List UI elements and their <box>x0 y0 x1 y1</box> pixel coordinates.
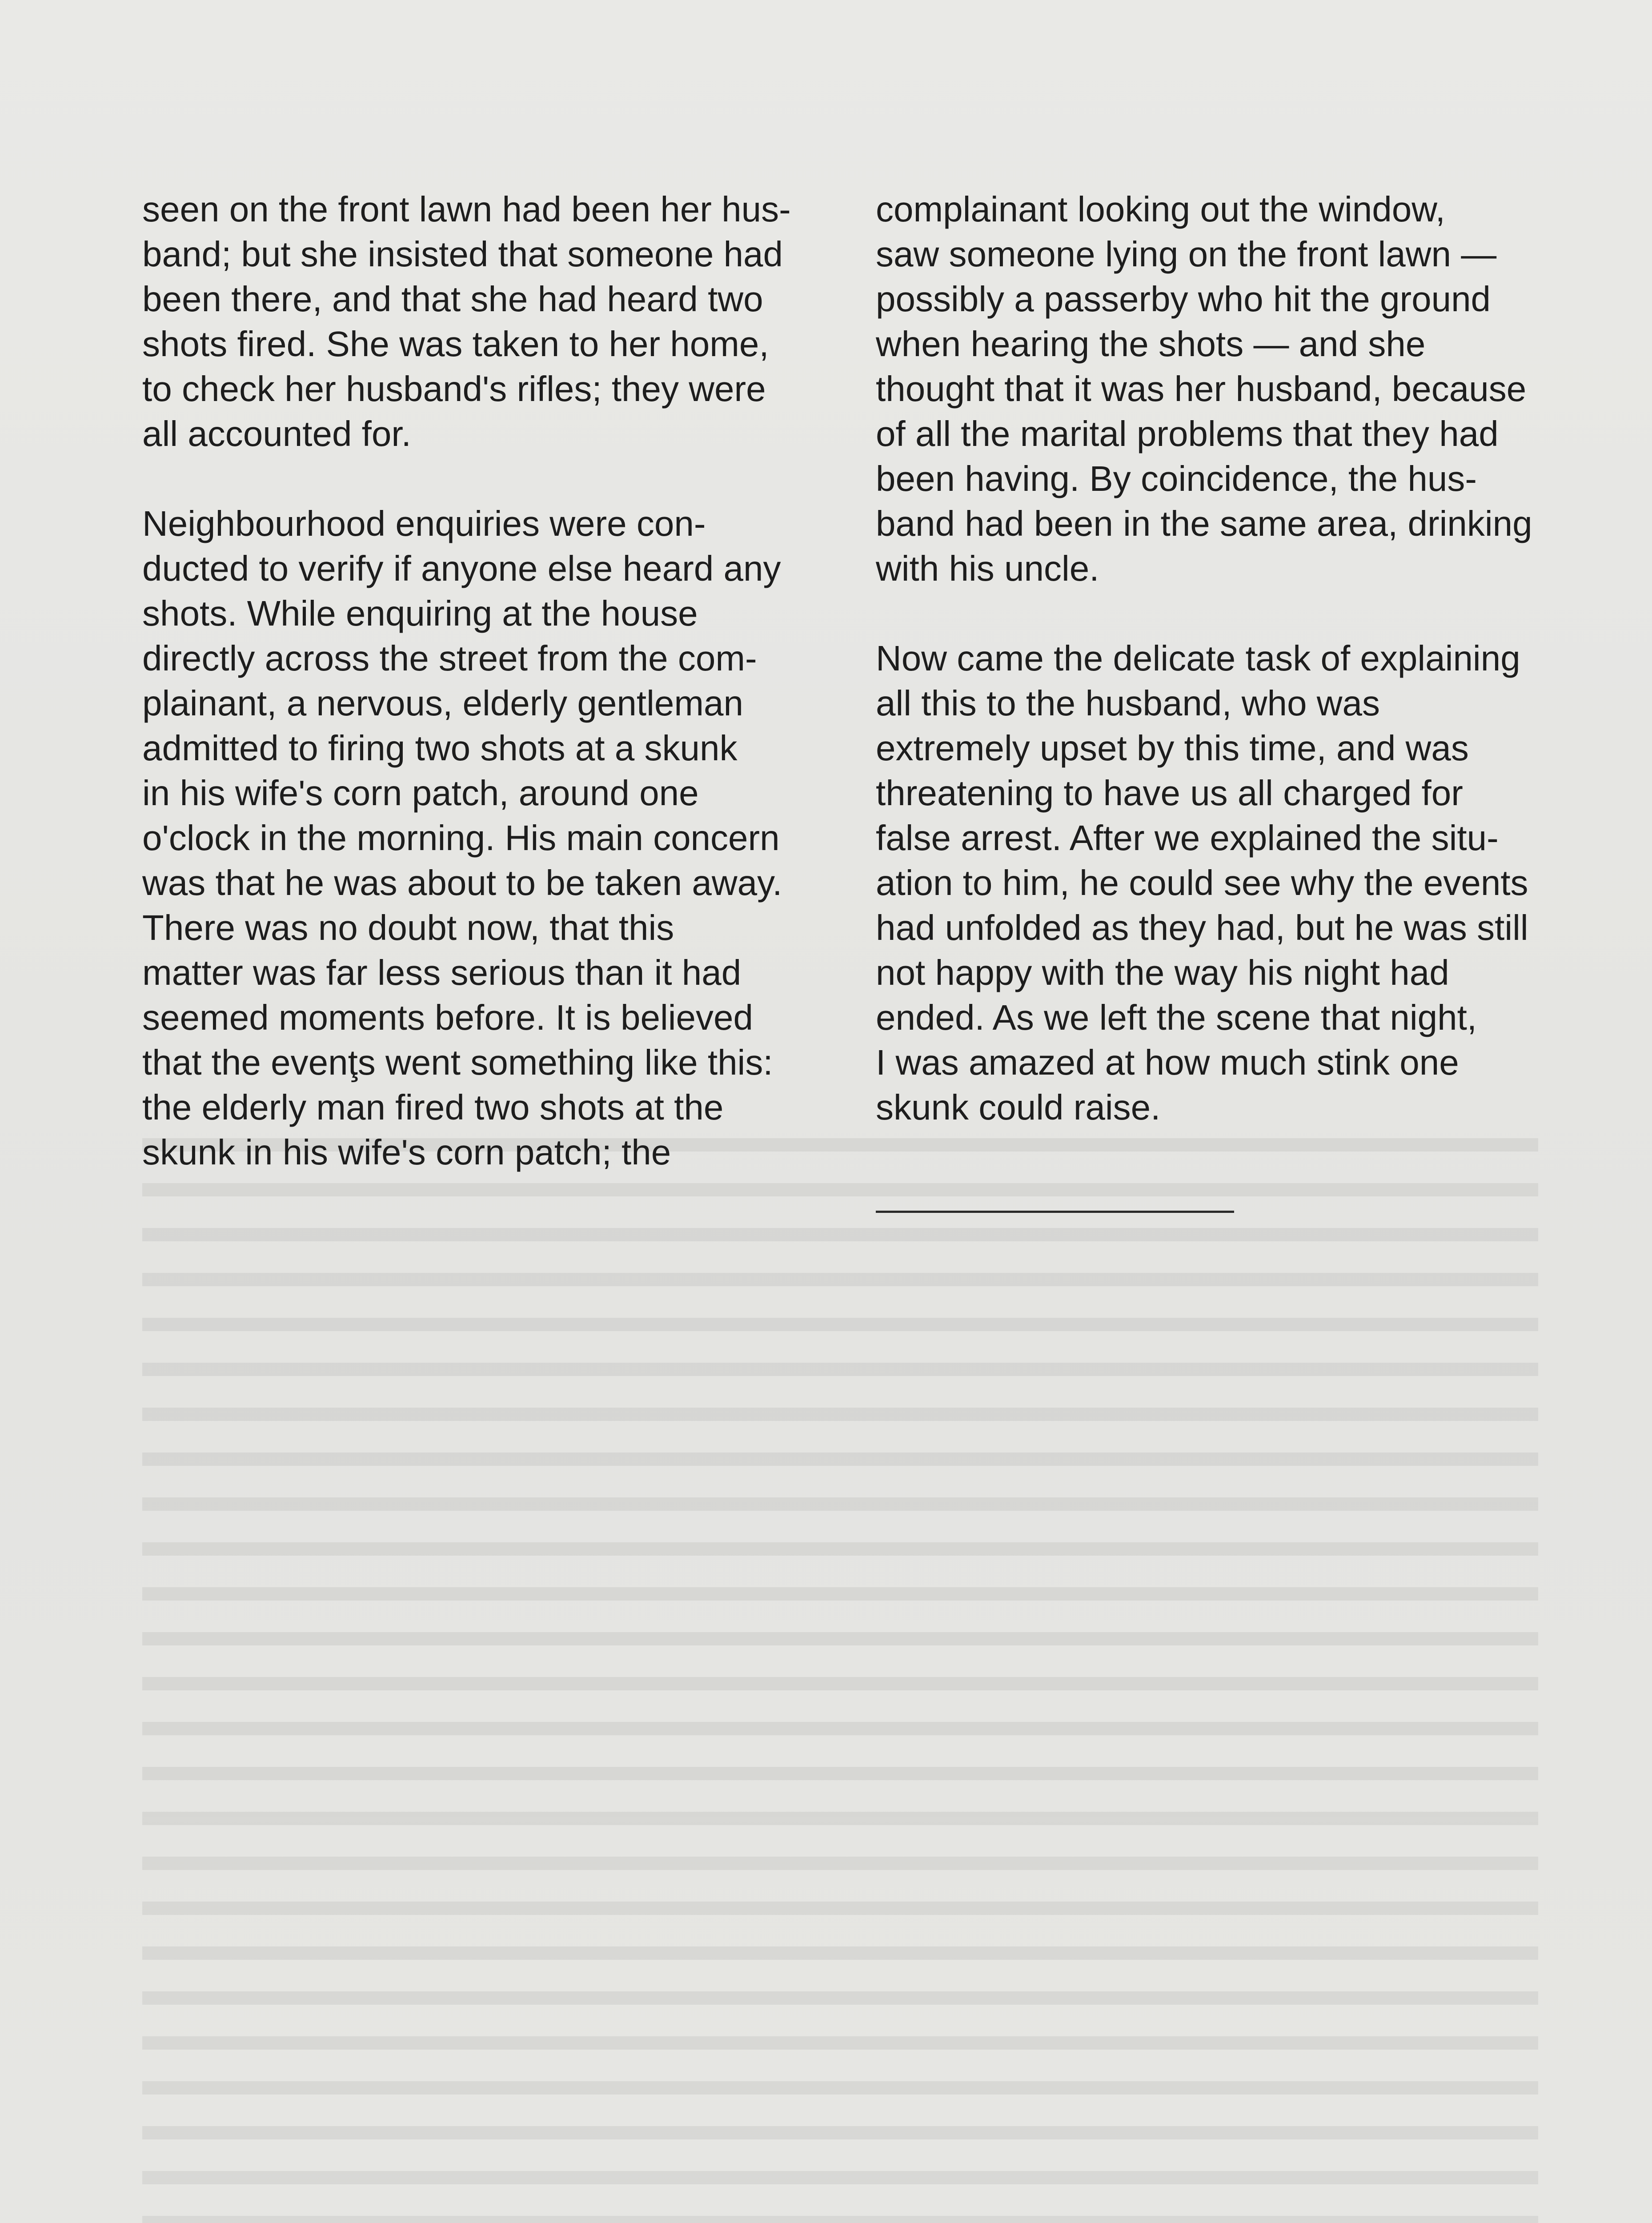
right-text-column <box>876 187 1563 1130</box>
left-text-column <box>142 187 829 1175</box>
paragraph: Now came the delicate task of explaining all this to the husband, who was extremely upset by this time, and was threatening to have us all charged for false arrest. After we explained the situ- ation to him, he could see why the events had unfolded as they had, but he was still not happy with the way his night had ended. As we left the scene that night, I was amazed at how much stink one skunk could raise. <box>876 638 1528 1127</box>
reverse-side-show-through <box>142 1138 1538 2223</box>
paragraph: complainant looking out the window, saw someone lying on the front lawn — possibly a passerby who hit the ground when hearing the shots — and she thought that it was her husband, because of all the marital problems that they had been having. By coincidence, the hus- band had been in the same area, drinking with his uncle. <box>876 189 1532 588</box>
paragraph: seen on the front lawn had been her hus- band; but she insisted that someone had been there, and that she had heard two shots fired. She was taken to her home, to check her husband's rifles; they were all accounted for. <box>142 189 791 453</box>
end-of-article-rule <box>876 1211 1234 1213</box>
paragraph: Neighbourhood enquiries were con- ducted to verify if anyone else heard any shots. While enquiring at the house directly across the street from the com- plainant, a nervous, elderly gentleman admitted to firing two shots at a skunk in his wife's corn patch, around one o'clock in the morning. His main concern was that he was about to be taken away. There was no doubt now, that this matter was far less serious than it had seemed moments before. It is believed that the evenţs went something like this: the elderly man fired two shots at the skunk in his wife's corn patch; the <box>142 504 782 1172</box>
